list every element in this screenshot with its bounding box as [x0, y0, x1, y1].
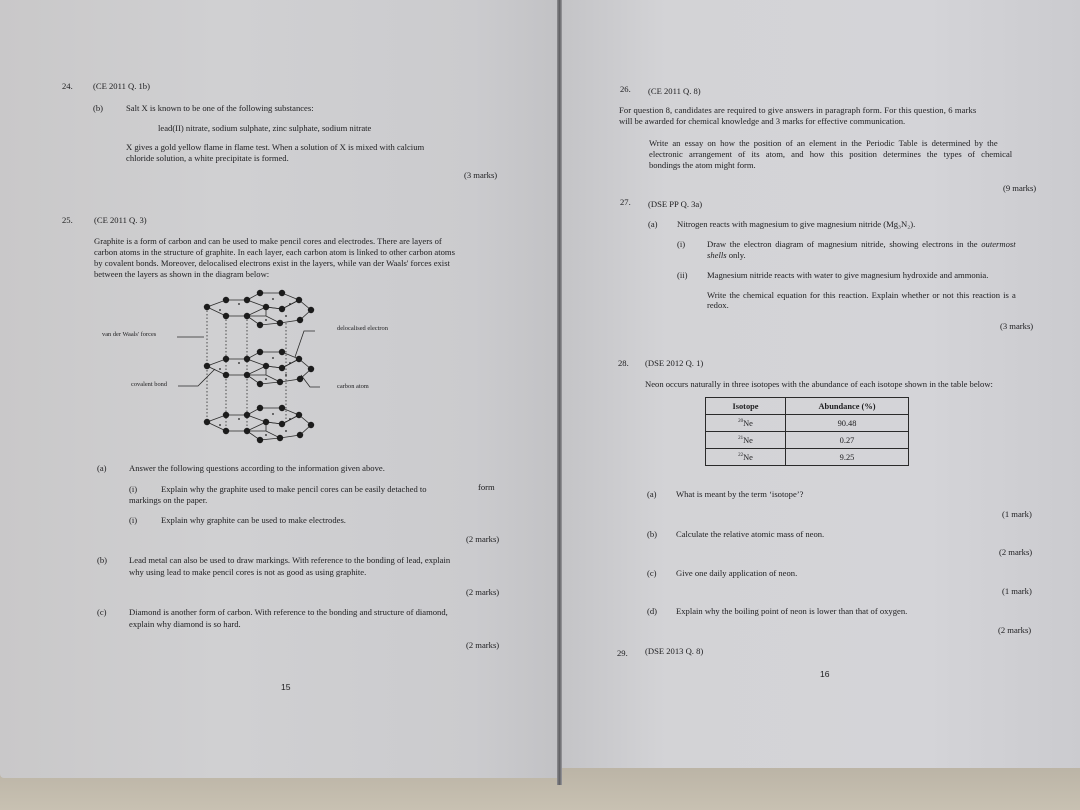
abundance-cell: 0.27	[786, 432, 909, 449]
q28-part-b-label: (b)	[647, 529, 658, 539]
page-number-right: 16	[820, 669, 830, 679]
q24-part-b-text: Salt X is known to be one of the following substances:	[126, 103, 314, 113]
q28-part-c-marks: (1 mark)	[1002, 586, 1032, 596]
mass-number: 20	[738, 418, 744, 424]
q28-source: (DSE 2012 Q. 1)	[645, 358, 704, 368]
q27-part-i-italic: outermost	[981, 239, 1016, 249]
q27-part-i-label: (i)	[677, 239, 686, 249]
q25-intro-line4: between the layers as shown in the diagram below:	[94, 269, 270, 279]
q26-marks: (9 marks)	[1003, 183, 1037, 193]
table-row	[706, 415, 909, 432]
isotope-cell	[706, 432, 786, 449]
q24-source: (CE 2011 Q. 1b)	[93, 81, 150, 91]
mass-number: 21	[738, 435, 744, 441]
header-abundance: Abundance (%)	[786, 398, 909, 415]
q24-observation-line1: X gives a gold yellow flame in flame test. When a solution of X is mixed with calcium	[126, 142, 425, 152]
q27-part-i-italic2: shells	[707, 250, 727, 260]
q28-part-c-label: (c)	[647, 568, 657, 578]
q25-part-a-ii-label: (i)	[129, 515, 138, 525]
abundance-cell: 9.25	[786, 449, 909, 466]
label-covalent-bond: covalent bond	[131, 381, 168, 388]
isotope-cell	[706, 449, 786, 466]
q25-part-a-label: (a)	[97, 463, 107, 473]
q27-part-i-line2	[707, 250, 746, 261]
q25-part-a-i-label: (i)	[129, 484, 138, 494]
q27-number: 27.	[620, 197, 631, 207]
q24-marks: (3 marks)	[464, 170, 498, 180]
q28-part-d-marks: (2 marks)	[998, 625, 1032, 635]
q26-essay-line3: bondings the atom might form.	[649, 160, 756, 170]
element-symbol: Ne	[743, 452, 753, 462]
isotope-abundance-table	[705, 397, 909, 466]
left-page	[0, 0, 558, 778]
q24-observation-line2: chloride solution, a white precipitate is formed.	[126, 153, 289, 163]
q25-part-c-line1: Diamond is another form of carbon. With reference to the bonding and structure of diamond,	[129, 607, 448, 617]
q26-source: (CE 2011 Q. 8)	[648, 86, 701, 96]
isotope-cell	[706, 415, 786, 432]
q28-part-c-text: Give one daily application of neon.	[676, 568, 798, 578]
table-row	[706, 449, 909, 466]
q27-part-i-text2: only.	[726, 250, 746, 260]
q26-instruction-line1: For question 8, candidates are required to give answers in paragraph form. For this question, 6 marks	[619, 105, 977, 115]
q24-part-b-label: (b)	[93, 103, 104, 113]
page-number-left: 15	[281, 682, 291, 692]
q29-source: (DSE 2013 Q. 8)	[645, 646, 704, 656]
graphite-layers-illustration	[90, 287, 420, 452]
q28-part-a-label: (a)	[647, 489, 657, 499]
q27-part-a-label: (a)	[648, 219, 658, 229]
q25-part-c-marks: (2 marks)	[466, 640, 500, 650]
q25-part-a-ii-text: Explain why graphite can be used to make electrodes.	[161, 515, 346, 525]
q28-number: 28.	[618, 358, 629, 368]
q26-number: 26.	[620, 84, 631, 94]
q28-part-b-marks: (2 marks)	[999, 547, 1033, 557]
q28-part-a-text: What is meant by the term ‘isotope’?	[676, 489, 804, 499]
q25-intro-line1: Graphite is a form of carbon and can be used to make pencil cores and electrodes. There are layers of	[94, 236, 442, 246]
q27-marks: (3 marks)	[1000, 321, 1034, 331]
q27-part-ii-text: Magnesium nitride reacts with water to give magnesium hydroxide and ammonia.	[707, 270, 989, 280]
q25-intro-line3: by covalent bonds. Moreover, delocalised electrons exist in the layers, while van der Waals' forces exist	[94, 258, 450, 268]
right-page	[562, 0, 1080, 768]
q25-part-a-i-line1: Explain why the graphite used to make pencil cores can be easily detached to	[161, 484, 427, 494]
q28-part-d-text: Explain why the boiling point of neon is lower than that of oxygen.	[676, 606, 908, 616]
q26-instruction-line2: will be awarded for chemical knowledge and 3 marks for effective communication.	[619, 116, 906, 126]
q27-part-a-text: Nitrogen reacts with magnesium to give magnesium nitride (Mg₃N₂).	[677, 219, 916, 229]
graphite-structure-diagram	[90, 287, 420, 452]
q24-number: 24.	[62, 81, 73, 91]
q25-part-c-line2: explain why diamond is so hard.	[129, 619, 241, 629]
q29-number: 29.	[617, 648, 628, 658]
q27-part-ii-label: (ii)	[677, 270, 688, 280]
label-van-der-waals-forces: van der Waals' forces	[102, 331, 157, 338]
q25-part-b-line2: why using lead to make pencil cores is not as good as using graphite.	[129, 567, 367, 577]
q25-part-a-i-line2: markings on the paper.	[129, 495, 208, 505]
q27-source: (DSE PP Q. 3a)	[648, 199, 703, 209]
q24-substances: lead(II) nitrate, sodium sulphate, zinc sulphate, sodium nitrate	[158, 123, 372, 133]
q28-part-d-label: (d)	[647, 606, 658, 616]
q26-essay-line1: Write an essay on how the position of an element in the Periodic Table is determined by the	[649, 138, 998, 148]
q27-part-i-text: Draw the electron diagram of magnesium nitride, showing electrons in the	[707, 239, 982, 249]
q25-intro-line2: carbon atoms in the structure of graphite. In each layer, each carbon atom is linked to other carbon atoms	[94, 247, 455, 257]
q28-part-b-text: Calculate the relative atomic mass of neon.	[676, 529, 825, 539]
q27-part-i-line1	[707, 239, 1016, 250]
q27-part-ii-line2: Write the chemical equation for this reaction. Explain whether or not this reaction is a	[707, 290, 1016, 300]
q25-source: (CE 2011 Q. 3)	[94, 215, 147, 225]
q28-part-a-marks: (1 mark)	[1002, 509, 1032, 519]
q25-part-a-i-form: form	[478, 482, 495, 492]
mass-number: 22	[738, 452, 744, 458]
table-row	[706, 432, 909, 449]
q25-part-c-label: (c)	[97, 607, 107, 617]
table-header-row	[706, 398, 909, 415]
q25-part-b-line1: Lead metal can also be used to draw markings. With reference to the bonding of lead, explain	[129, 555, 451, 565]
element-symbol: Ne	[743, 418, 753, 428]
label-carbon-atom: carbon atom	[337, 383, 369, 390]
abundance-cell: 90.48	[786, 415, 909, 432]
header-isotope: Isotope	[706, 398, 786, 415]
q28-intro: Neon occurs naturally in three isotopes with the abundance of each isotope shown in the table below:	[645, 379, 993, 389]
element-symbol: Ne	[743, 435, 753, 445]
q25-number: 25.	[62, 215, 73, 225]
q26-essay-line2: electronic arrangement of its atom, and how this position determines the types of chemical	[649, 149, 1013, 159]
q25-part-b-label: (b)	[97, 555, 108, 565]
label-delocalised-electron: delocalised electron	[337, 325, 388, 332]
q25-part-b-marks: (2 marks)	[466, 587, 500, 597]
q25-part-a-marks: (2 marks)	[466, 534, 500, 544]
q25-part-a-text: Answer the following questions according to the information given above.	[129, 463, 385, 473]
q27-part-ii-line3: redox.	[707, 300, 729, 310]
